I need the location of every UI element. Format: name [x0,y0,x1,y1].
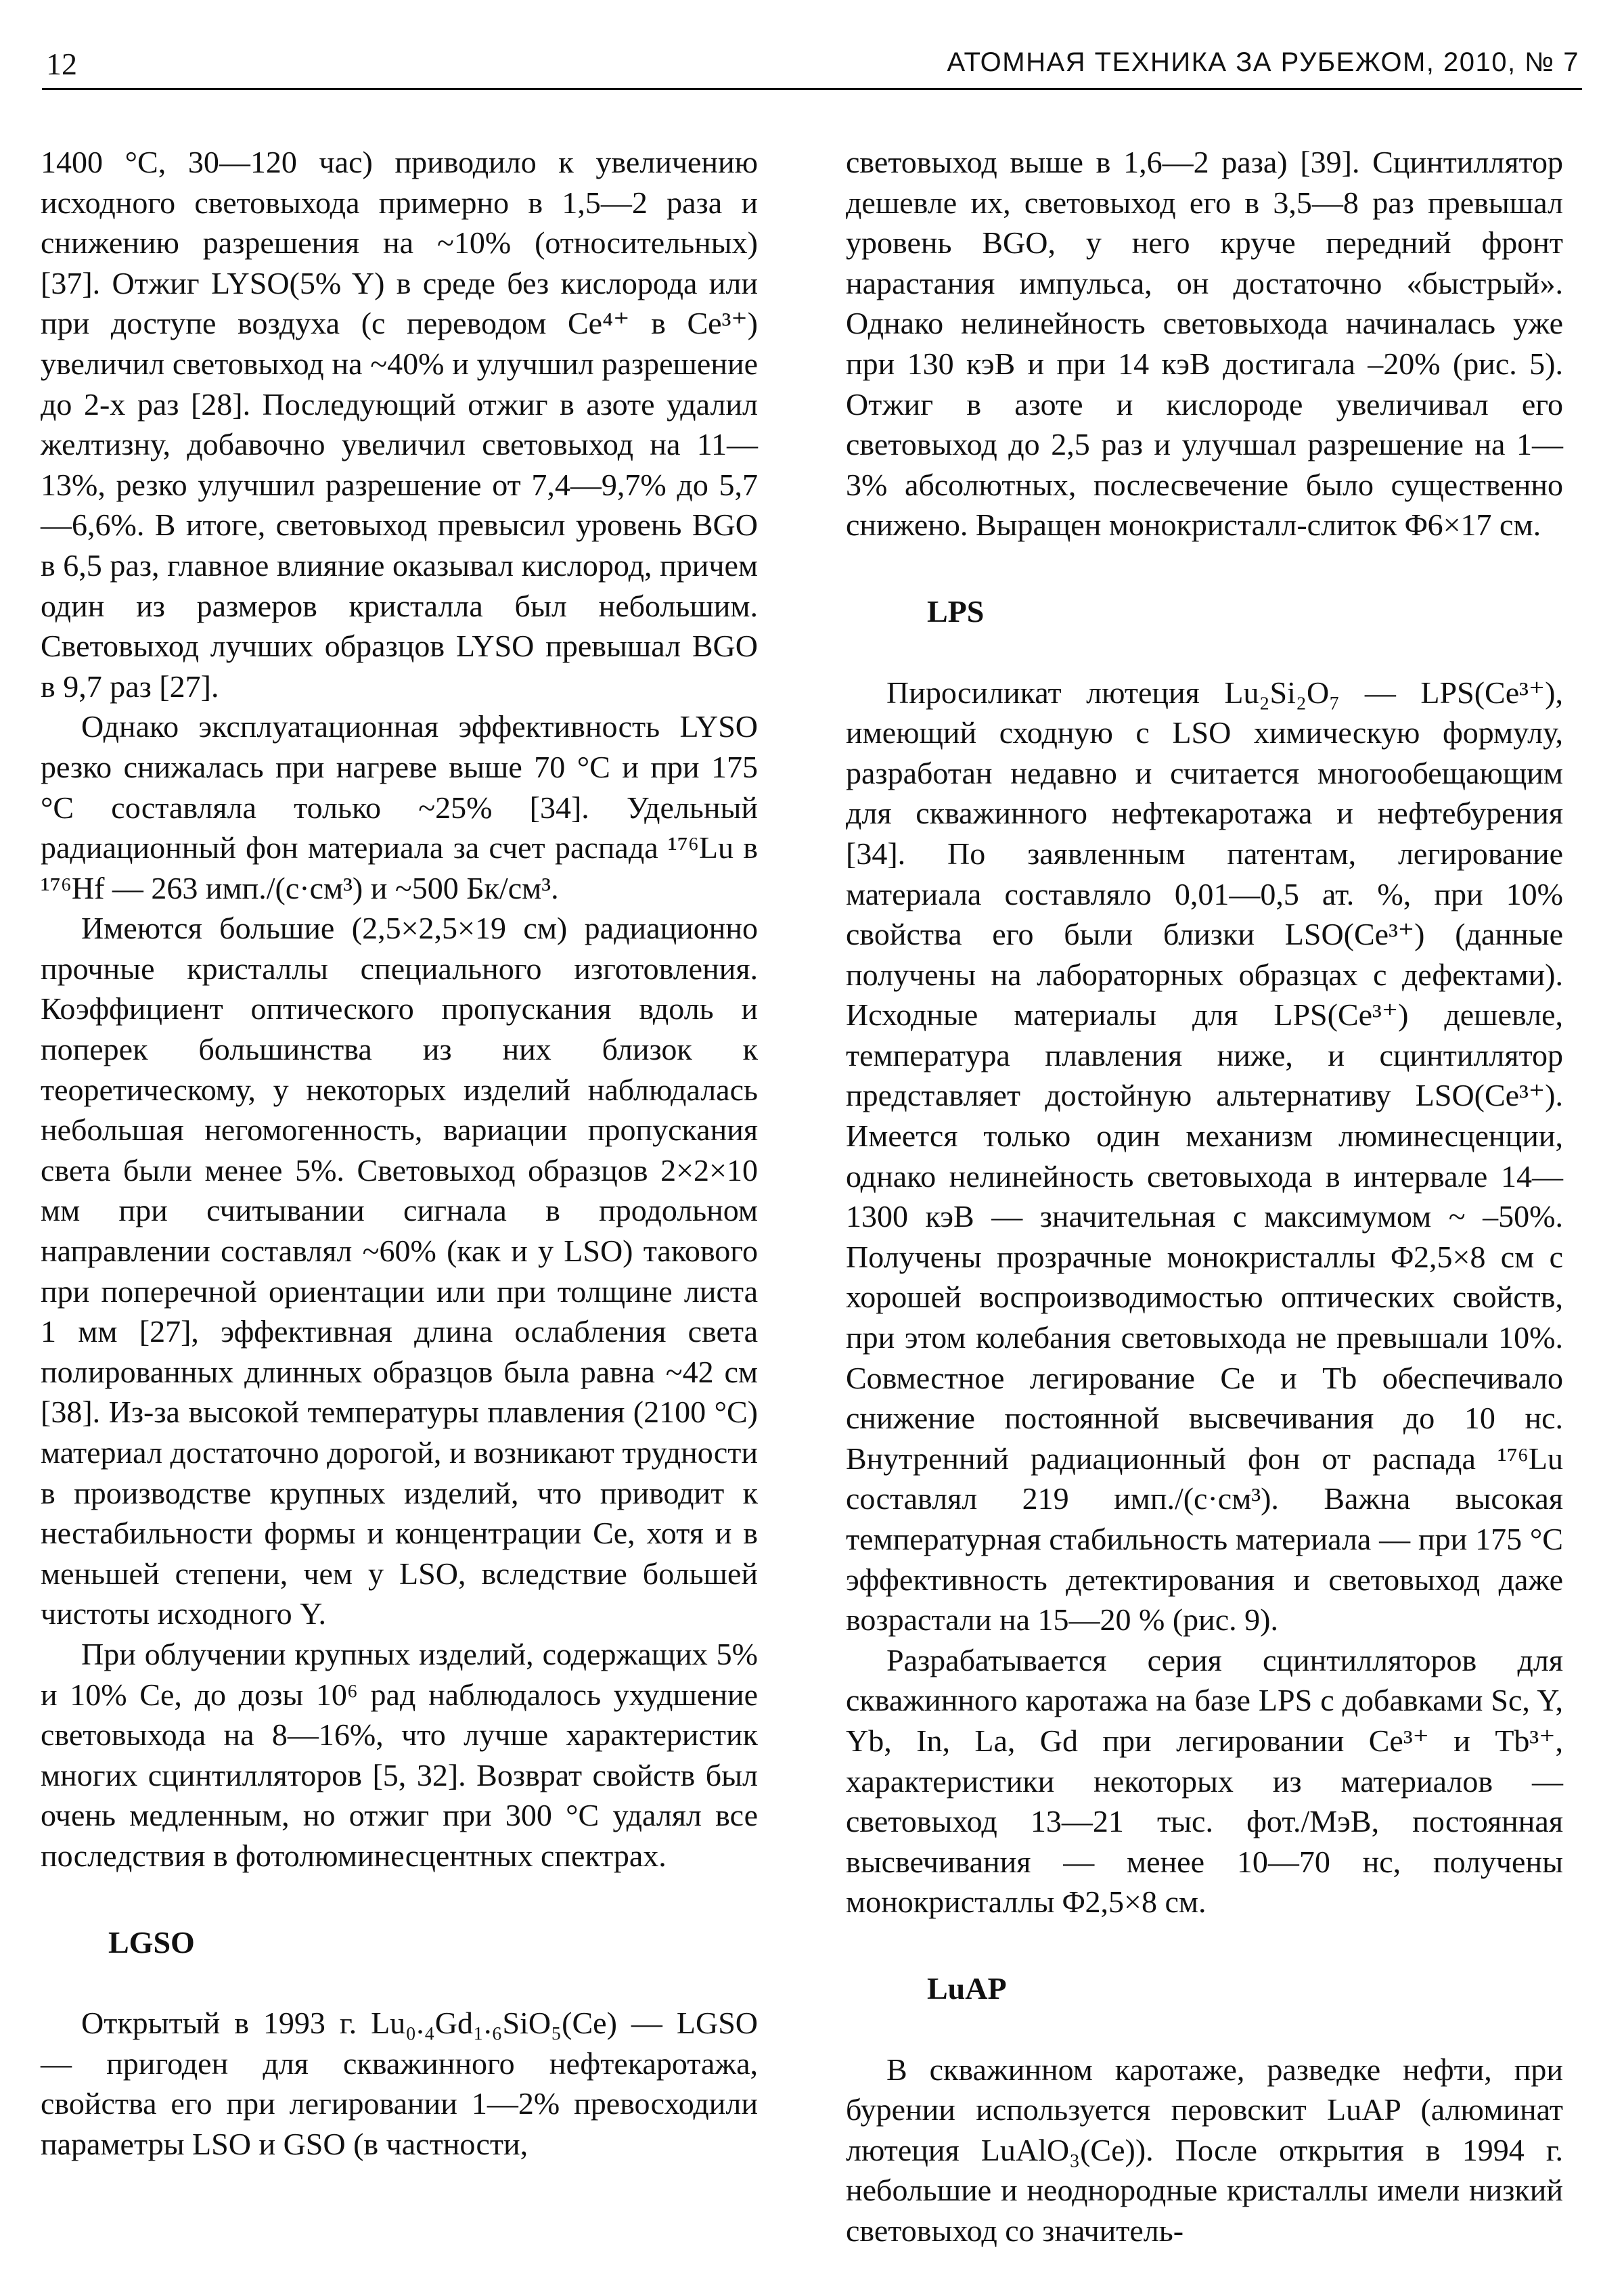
page-number: 12 [46,47,77,81]
right-column [846,142,1563,2251]
paragraph: Однако эксплуатационная эффективность LYSO резко снижалась при нагреве выше 70 °C и при 175 °C составляла только ~25% [34]. Удельный радиационный фон материала за счет распада ¹⁷⁶Lu в ¹⁷⁶Hf — 263 имп./(с·см³) и ~500 Бк/см³. [41,709,758,905]
paragraph: 1400 °C, 30—120 час) приводило к увеличению исходного световыхода примерно в 1,5—2 раза и снижению разрешения на ~10% (относительных) [37]. Отжиг LYSO(5% Y) в среде без кислорода или при доступе воздуха (с переводом Ce⁴⁺ в Ce³⁺) увеличил световыход на ~40% и улучшил разрешение до 2-х раз [28]. Последующий отжиг в азоте удалил желтизну, добавочно увеличил световыход на 11—13%, резко улучшил разрешение от 7,4—9,7% до 5,7—6,6%. В итоге, световыход превысил уровень BGO в 6,5 раз, главное влияние оказывал кислород, причем один из размеров кристалла был небольшим. Световыход лучших образцов LYSO превышал BGO в 9,7 раз [27]. [41,145,758,704]
paragraph: Пиросиликат лютеция Lu₂Si₂O₇ — LPS(Ce³⁺), имеющий сходную с LSO химическую формулу, разработан недавно и считается многообещающим для скважинного нефтекаротажа и нефтебурения [34]. По заявленным патентам, легирование материала составляло 0,01—0,5 ат. %, при 10% свойства его были близки LSO(Ce³⁺) (данные получены на лабораторных образцах с дефектами). Исходные материалы для LPS(Ce³⁺) дешевле, температура плавления ниже, и сцинтиллятор представляет достойную альтернативу LSO(Ce³⁺). Имеется только один механизм люминесценции, однако нелинейность световыхода в интервале 14—1300 кэВ — значительная с максимумом ~ –50%. Получены прозрачные монокристаллы Φ2,5×8 см с хорошей воспроизводимостью оптических свойств, при этом колебания световыхода не превышали 10%. Совместное легирование Ce и Tb обеспечивало снижение постоянной высвечивания до 10 нс. Внутренний радиационный фон от распада ¹⁷⁶Lu составлял 219 имп./(с·см³). Важна высокая температурная стабильность материала — при 175 °C эффективность детектирования и световыход даже возрастали на 15—20 % (рис. 9). [846,675,1563,1638]
paragraph: световыход выше в 1,6—2 раза) [39]. Сцинтиллятор дешевле их, световыход его в 3,5—8 раз превышал уровень BGO, у него круче передний фронт нарастания импульса, он достаточно «быстрый». Однако нелинейность световыхода начиналась уже при 130 кэВ и при 14 кэВ достигала –20% (рис. 5). Отжиг в азоте и кислороде увеличивал его световыход до 2,5 раз и улучшал разрешение на 1—3% абсолютных, послесвечение было существенно снижено. Выращен монокристалл-слиток Φ6×17 см. [846,145,1563,543]
page-header [42,42,1582,90]
paragraph: Разрабатывается серия сцинтилляторов для скважинного каротажа на базе LPS с добавками Sc, Y, Yb, In, La, Gd при легировании Ce³⁺ и Tb³⁺, характеристики некоторых из материалов — световыход 13—21 тыс. фот./МэВ, постоянная высвечивания — менее 10—70 нс, получены монокристаллы Φ2,5×8 см. [846,1642,1563,1920]
paragraph: При облучении крупных изделий, содержащих 5% и 10% Ce, до дозы 10⁶ рад наблюдалось ухудшение световыхода на 8—16%, что лучше характеристик многих сцинтилляторов [5, 32]. Возврат свойств был очень медленным, но отжиг при 300 °C удалял все последствия в фотолюминесцентных спектрах. [41,1636,758,1873]
section-title-lgso: LGSO [108,1924,195,1960]
journal-title: АТОМНАЯ ТЕХНИКА ЗА РУБЕЖОМ, 2010, № 7 [947,47,1579,77]
paragraph: В скважинном каротаже, разведке нефти, при бурении используется перовскит LuAP (алюминат лютеция LuAlO₃(Ce)). После открытия в 1994 г. небольшие и неоднородные кристаллы имели низкий световыход со значитель- [846,2052,1563,2248]
section-title-lps: LPS [927,593,985,629]
paragraph: Имеются большие (2,5×2,5×19 см) радиационно прочные кристаллы специального изготовления. Коэффициент оптического пропускания вдоль и поперек большинства из них близок к теоретическому, у некоторых изделий наблюдалась небольшая негомогенность, вариации пропускания света были менее 5%. Световыход образцов 2×2×10 мм при считывании сигнала в продольном направлении составлял ~60% (как и у LSO) такового при поперечной ориентации или при толщине листа 1 мм [27], эффективная длина ослабления света полированных длинных образцов была равна ~42 см [38]. Из-за высокой температуры плавления (2100 °C) материал достаточно дорогой, и возникают трудности в производстве крупных изделий, что приводит к нестабильности формы и концентрации Ce, хотя и в меньшей степени, чем у LSO, вследствие большей чистоты исходного Y. [41,911,758,1631]
paragraph: Открытый в 1993 г. Lu₀.₄Gd₁.₆SiO₅(Ce) — LGSO — пригоден для скважинного нефтекаротажа, свойства его при легировании 1—2% превосходили параметры LSO и GSO (в частности, [41,2006,758,2161]
left-column [41,142,758,2165]
section-title-luap: LuAP [927,1970,1007,2006]
